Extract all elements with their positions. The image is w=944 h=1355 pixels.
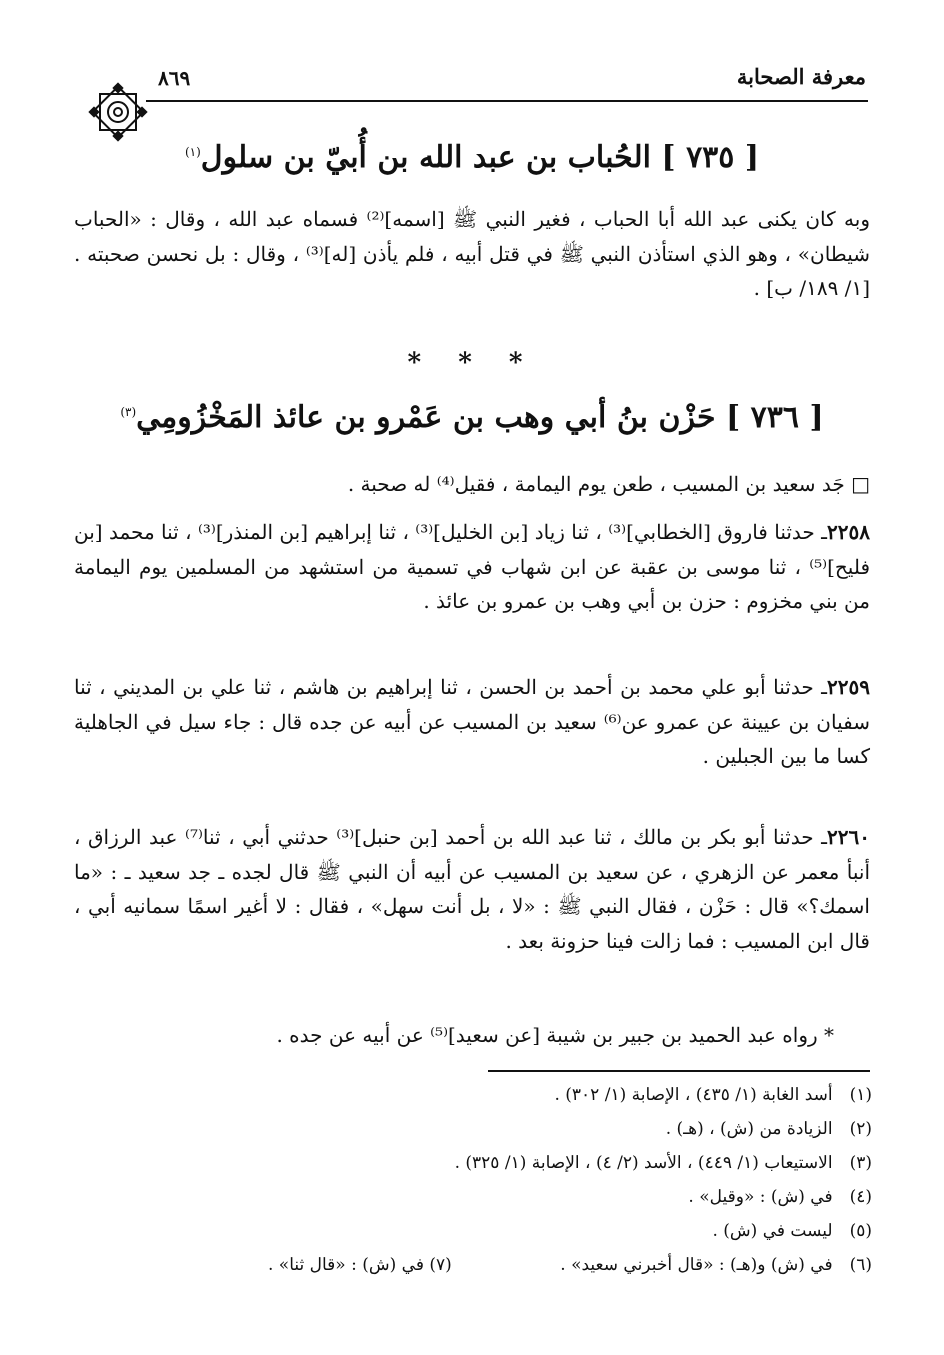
footnote-text: في (ش) و(هـ) : «قال أخبرني سعيد» . <box>560 1255 833 1275</box>
riwaya-note: * رواه عبد الحميد بن جبير بن شيبة [عن سعيد]⁽⁵⁾ عن أبيه عن جده . <box>276 1023 834 1047</box>
section-separator: * * * <box>407 348 537 378</box>
hadith-2259 <box>74 670 870 774</box>
entry-number: ٧٣٦ <box>750 400 800 435</box>
footnote-number: (٦) <box>849 1255 872 1275</box>
running-title: معرفة الصحابة <box>736 64 866 89</box>
footnote-number: (٣) <box>849 1153 872 1173</box>
entry-name: الحُباب بن عبد الله بن أُبيّ بن سلول <box>200 140 651 175</box>
entry-name: حَزْن بنُ أبي وهب بن عَمْرو بن عائذ المَخْزُومِي <box>136 400 716 435</box>
footnote-text: الزيادة من (ش) ، (هـ) . <box>665 1119 833 1139</box>
footnote-text: في (ش) : «وقيل» . <box>688 1187 833 1207</box>
footnote-2 <box>666 1116 872 1142</box>
footnote-3 <box>455 1150 872 1176</box>
footnote-text: الاستيعاب (١/ ٤٤٩) ، الأسد (٢/ ٤) ، الإصابة (١/ ٣٢٥) . <box>454 1153 833 1173</box>
hadith-number: ٢٢٥٩ <box>827 675 870 699</box>
footnote-number: (٥) <box>849 1221 872 1241</box>
footnote-1 <box>554 1082 872 1108</box>
footnote-5 <box>712 1218 872 1244</box>
hadith-2258 <box>74 515 870 619</box>
ornament-icon <box>88 82 148 142</box>
hadith-text: ـ حدثنا أبو علي محمد بن أحمد بن الحسن ، ثنا إبراهيم بن هاشم ، ثنا علي بن المديني ، ثنا سفيان بن عيينة عن عمرو عن⁽⁶⁾ سعيد بن المسيب عن أبيه عن جده قال : جاء سيل في الجاهلية كسا ما بين الجبلين . <box>74 675 871 768</box>
entry-text-735: وبه كان يكنى عبد الله أبا الحباب ، فغير النبي ﷺ [اسمه]⁽²⁾ فسماه عبد الله ، وقال : «الحباب شيطان» ، وهو الذي استأذن النبي ﷺ في قتل أبيه ، فلم يأذن [له]⁽³⁾ ، وقال : بل نحسن صحبته . [١/ ١٨٩/ ب] . <box>74 207 871 300</box>
footnote-7 <box>268 1252 452 1278</box>
entry-heading-735: [ ٧٣٥ ] الحُباب بن عبد الله بن أُبيّ بن سلول$^{(١)}$ <box>184 140 760 175</box>
footnote-6 <box>560 1252 872 1278</box>
footnote-text: في (ش) : «قال ثنا» . <box>268 1255 424 1275</box>
hadith-text: ـ حدثنا فاروق [الخطابي]⁽³⁾ ، ثنا زياد [بن الخليل]⁽³⁾ ، ثنا إبراهيم [بن المنذر]⁽³⁾ ، ثنا محمد [بن فليح]⁽⁵⁾ ، ثنا موسى بن عقبة عن ابن شهاب في تسمية من استشهد من المسلمين يوم اليمامة من بني مخزوم : حزن بن أبي وهب بن عمرو بن عائذ . <box>74 520 870 613</box>
footnote-4 <box>688 1184 872 1210</box>
hadith-number: ٢٢٥٨ <box>827 520 870 544</box>
hadith-number: ٢٢٦٠ <box>827 825 871 849</box>
footnote-number: (٧) <box>429 1255 452 1275</box>
hadith-text: ـ حدثنا أبو بكر بن مالك ، ثنا عبد الله بن أحمد [بن حنبل]⁽³⁾ حدثني أبي ، ثنا⁽⁷⁾ عبد الرزاق ، أنبأ معمر عن الزهري ، عن سعيد بن المسيب عن أبيه أن النبي ﷺ قال لجده ـ جد سعيد ـ : «ما اسمك؟» قال : حَزْن ، فقال النبي ﷺ : «لا ، بل أنت سهل» ، فقال : لا أغير اسمًا سمانيه أبي ، قال ابن المسيب : فما زالت فينا حزونة بعد . <box>74 825 870 953</box>
page-number: ٨٦٩ <box>158 66 191 90</box>
footnote-ref: (١) <box>184 145 201 159</box>
footnote-text: أسد الغابة (١/ ٤٣٥) ، الإصابة (١/ ٣٠٢) . <box>554 1085 833 1105</box>
header-rule <box>146 100 868 102</box>
footnote-number: (٢) <box>849 1119 872 1139</box>
hadith-2260 <box>74 820 870 958</box>
footnote-rule <box>488 1070 870 1072</box>
footnote-number: (١) <box>849 1085 872 1105</box>
footnote-ref: (٣) <box>120 405 137 419</box>
entry-intro-736: □ جَد سعيد بن المسيب ، طعن يوم اليمامة ، فقيل⁽⁴⁾ له صحبة . <box>347 472 870 496</box>
entry-number: ٧٣٥ <box>686 140 735 175</box>
footnote-number: (٤) <box>849 1187 872 1207</box>
entry-heading-736: [ ٧٣٦ ] حَزْن بنُ أبي وهب بن عَمْرو بن عائذ المَخْزُومِي$^{(٣)}$ <box>120 400 824 435</box>
footnote-text: ليست في (ش) . <box>712 1221 833 1241</box>
